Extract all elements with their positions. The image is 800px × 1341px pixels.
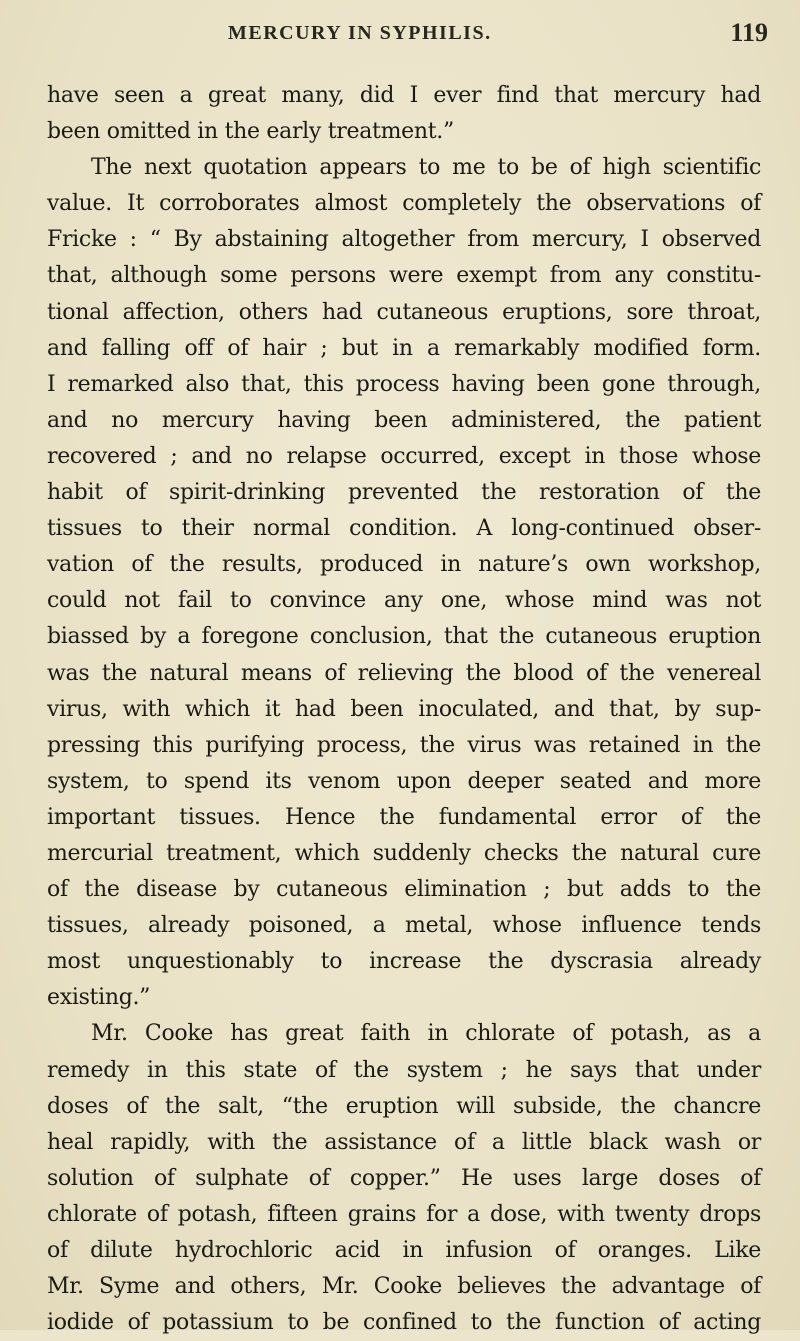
running-head: MERCURY IN SYPHILIS. bbox=[228, 22, 492, 44]
text-line: Mr. Syme and others, Mr. Cooke believes the advantage of bbox=[47, 1274, 761, 1300]
paragraph-start-line: Mr. Cooke has great faith in chlorate of potash, as a bbox=[91, 1021, 761, 1047]
text-line: I remarked also that, this process having been gone through, bbox=[47, 371, 761, 397]
text-line: remedy in this state of the system ; he says that under bbox=[47, 1057, 761, 1083]
page-header bbox=[228, 18, 768, 52]
text-line: of the disease by cutaneous elimination ; but adds to the bbox=[47, 877, 761, 903]
text-line: been omitted in the early treatment.” bbox=[47, 119, 454, 145]
text-line: vation of the results, produced in nature’s own workshop, bbox=[47, 552, 761, 578]
text-line: have seen a great many, did I ever find that mercury had bbox=[47, 83, 761, 108]
text-line: important tissues. Hence the fundamental error of the bbox=[47, 804, 761, 830]
text-line: could not fail to convince any one, whose mind was not bbox=[47, 588, 761, 614]
paragraph-start-line: The next quotation appears to me to be of high scientific bbox=[91, 155, 761, 181]
text-line: existing.” bbox=[47, 985, 151, 1011]
text-line: most unquestionably to increase the dyscrasia already bbox=[47, 949, 761, 975]
text-line: that, although some persons were exempt from any constitu- bbox=[47, 263, 761, 289]
text-line: tissues to their normal condition. A long-continued obser- bbox=[47, 516, 761, 542]
text-line: of dilute hydrochloric acid in infusion of oranges. Like bbox=[47, 1238, 761, 1263]
text-line: solution of sulphate of copper.” He uses large doses of bbox=[47, 1165, 761, 1191]
text-line: iodide of potassium to be confined to the function of acting bbox=[47, 1310, 761, 1336]
text-line: and no mercury having been administered, the patient bbox=[47, 407, 761, 433]
text-line: virus, with which it had been inoculated, and that, by sup- bbox=[47, 696, 761, 722]
text-line: recovered ; and no relapse occurred, except in those whose bbox=[47, 443, 761, 469]
text-line: heal rapidly, with the assistance of a little black wash or bbox=[47, 1129, 761, 1155]
text-line: value. It corroborates almost completely the observations of bbox=[47, 191, 761, 217]
text-line: pressing this purifying process, the virus was retained in the bbox=[47, 732, 761, 758]
text-line: habit of spirit-drinking prevented the restoration of the bbox=[47, 480, 761, 506]
text-line: and falling off of hair ; but in a remarkably modified form. bbox=[47, 335, 761, 361]
text-line: Fricke : “ By abstaining altogether from mercury, I observed bbox=[47, 227, 761, 253]
text-line: system, to spend its venom upon deeper seated and more bbox=[47, 768, 761, 794]
text-line: tissues, already poisoned, a metal, whose influence tends bbox=[47, 913, 761, 939]
text-line: mercurial treatment, which suddenly checks the natural cure bbox=[47, 840, 761, 866]
text-line: was the natural means of relieving the blood of the venereal bbox=[47, 660, 761, 686]
text-line: doses of the salt, “the eruption will subside, the chancre bbox=[47, 1093, 761, 1119]
body-text bbox=[47, 78, 761, 1341]
text-line: biassed by a foregone conclusion, that the cutaneous eruption bbox=[47, 624, 761, 650]
text-line: tional affection, others had cutaneous eruptions, sore throat, bbox=[47, 299, 761, 325]
page-number: 119 bbox=[730, 18, 768, 47]
text-line: chlorate of potash, fifteen grains for a dose, with twenty drops bbox=[47, 1201, 761, 1227]
